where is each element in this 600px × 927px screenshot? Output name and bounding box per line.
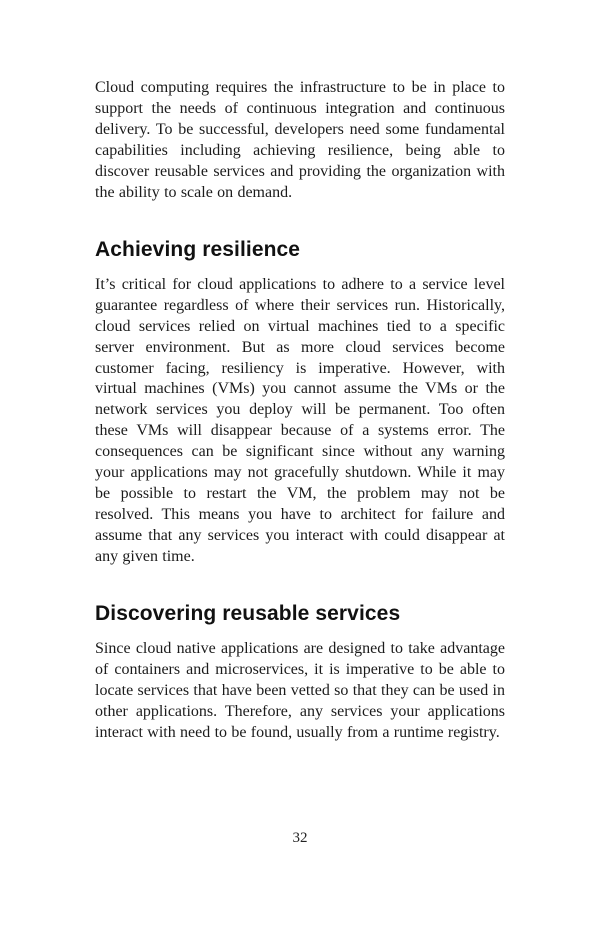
section-body-discovering-reusable-services: Since cloud native applications are designed to take advantage of containers and microservices, it is imperative to be able to locate services that have been vetted so that they can be used in other applications. Therefore, any services your applications interact with need to be found, usually from a runtime registry. xyxy=(95,640,505,741)
section-heading-discovering-reusable-services: Discovering reusable services xyxy=(95,602,401,626)
section-body-achieving-resilience: It’s critical for cloud applications to adhere to a service level guarantee regardless of where their services run. Historically, cloud services relied on virtual machines tied to a specific server environment. But as more cloud services become customer facing, resiliency is imperative. However, with virtual machines (VMs) you cannot assume the VMs or the network services you deploy will be permanent. Too often these VMs will disappear because of a systems error. The consequences can be significant since without any warning your applications may not gracefully shutdown. While it may be possible to restart the VM, the problem may not be resolved. This means you have to architect for failure and assume that any services you interact with could disappear at any given time. xyxy=(95,275,505,566)
page-number: 32 xyxy=(292,830,308,846)
section-heading-achieving-resilience: Achieving resilience xyxy=(95,237,301,261)
intro-paragraph: Cloud computing requires the infrastructure to be in place to support the needs of continuous integration and continuous delivery. To be successful, developers need some fundamental capabilities including achieving resilience, being able to discover reusable services and providing the organization with the ability to scale on demand. xyxy=(95,79,505,201)
